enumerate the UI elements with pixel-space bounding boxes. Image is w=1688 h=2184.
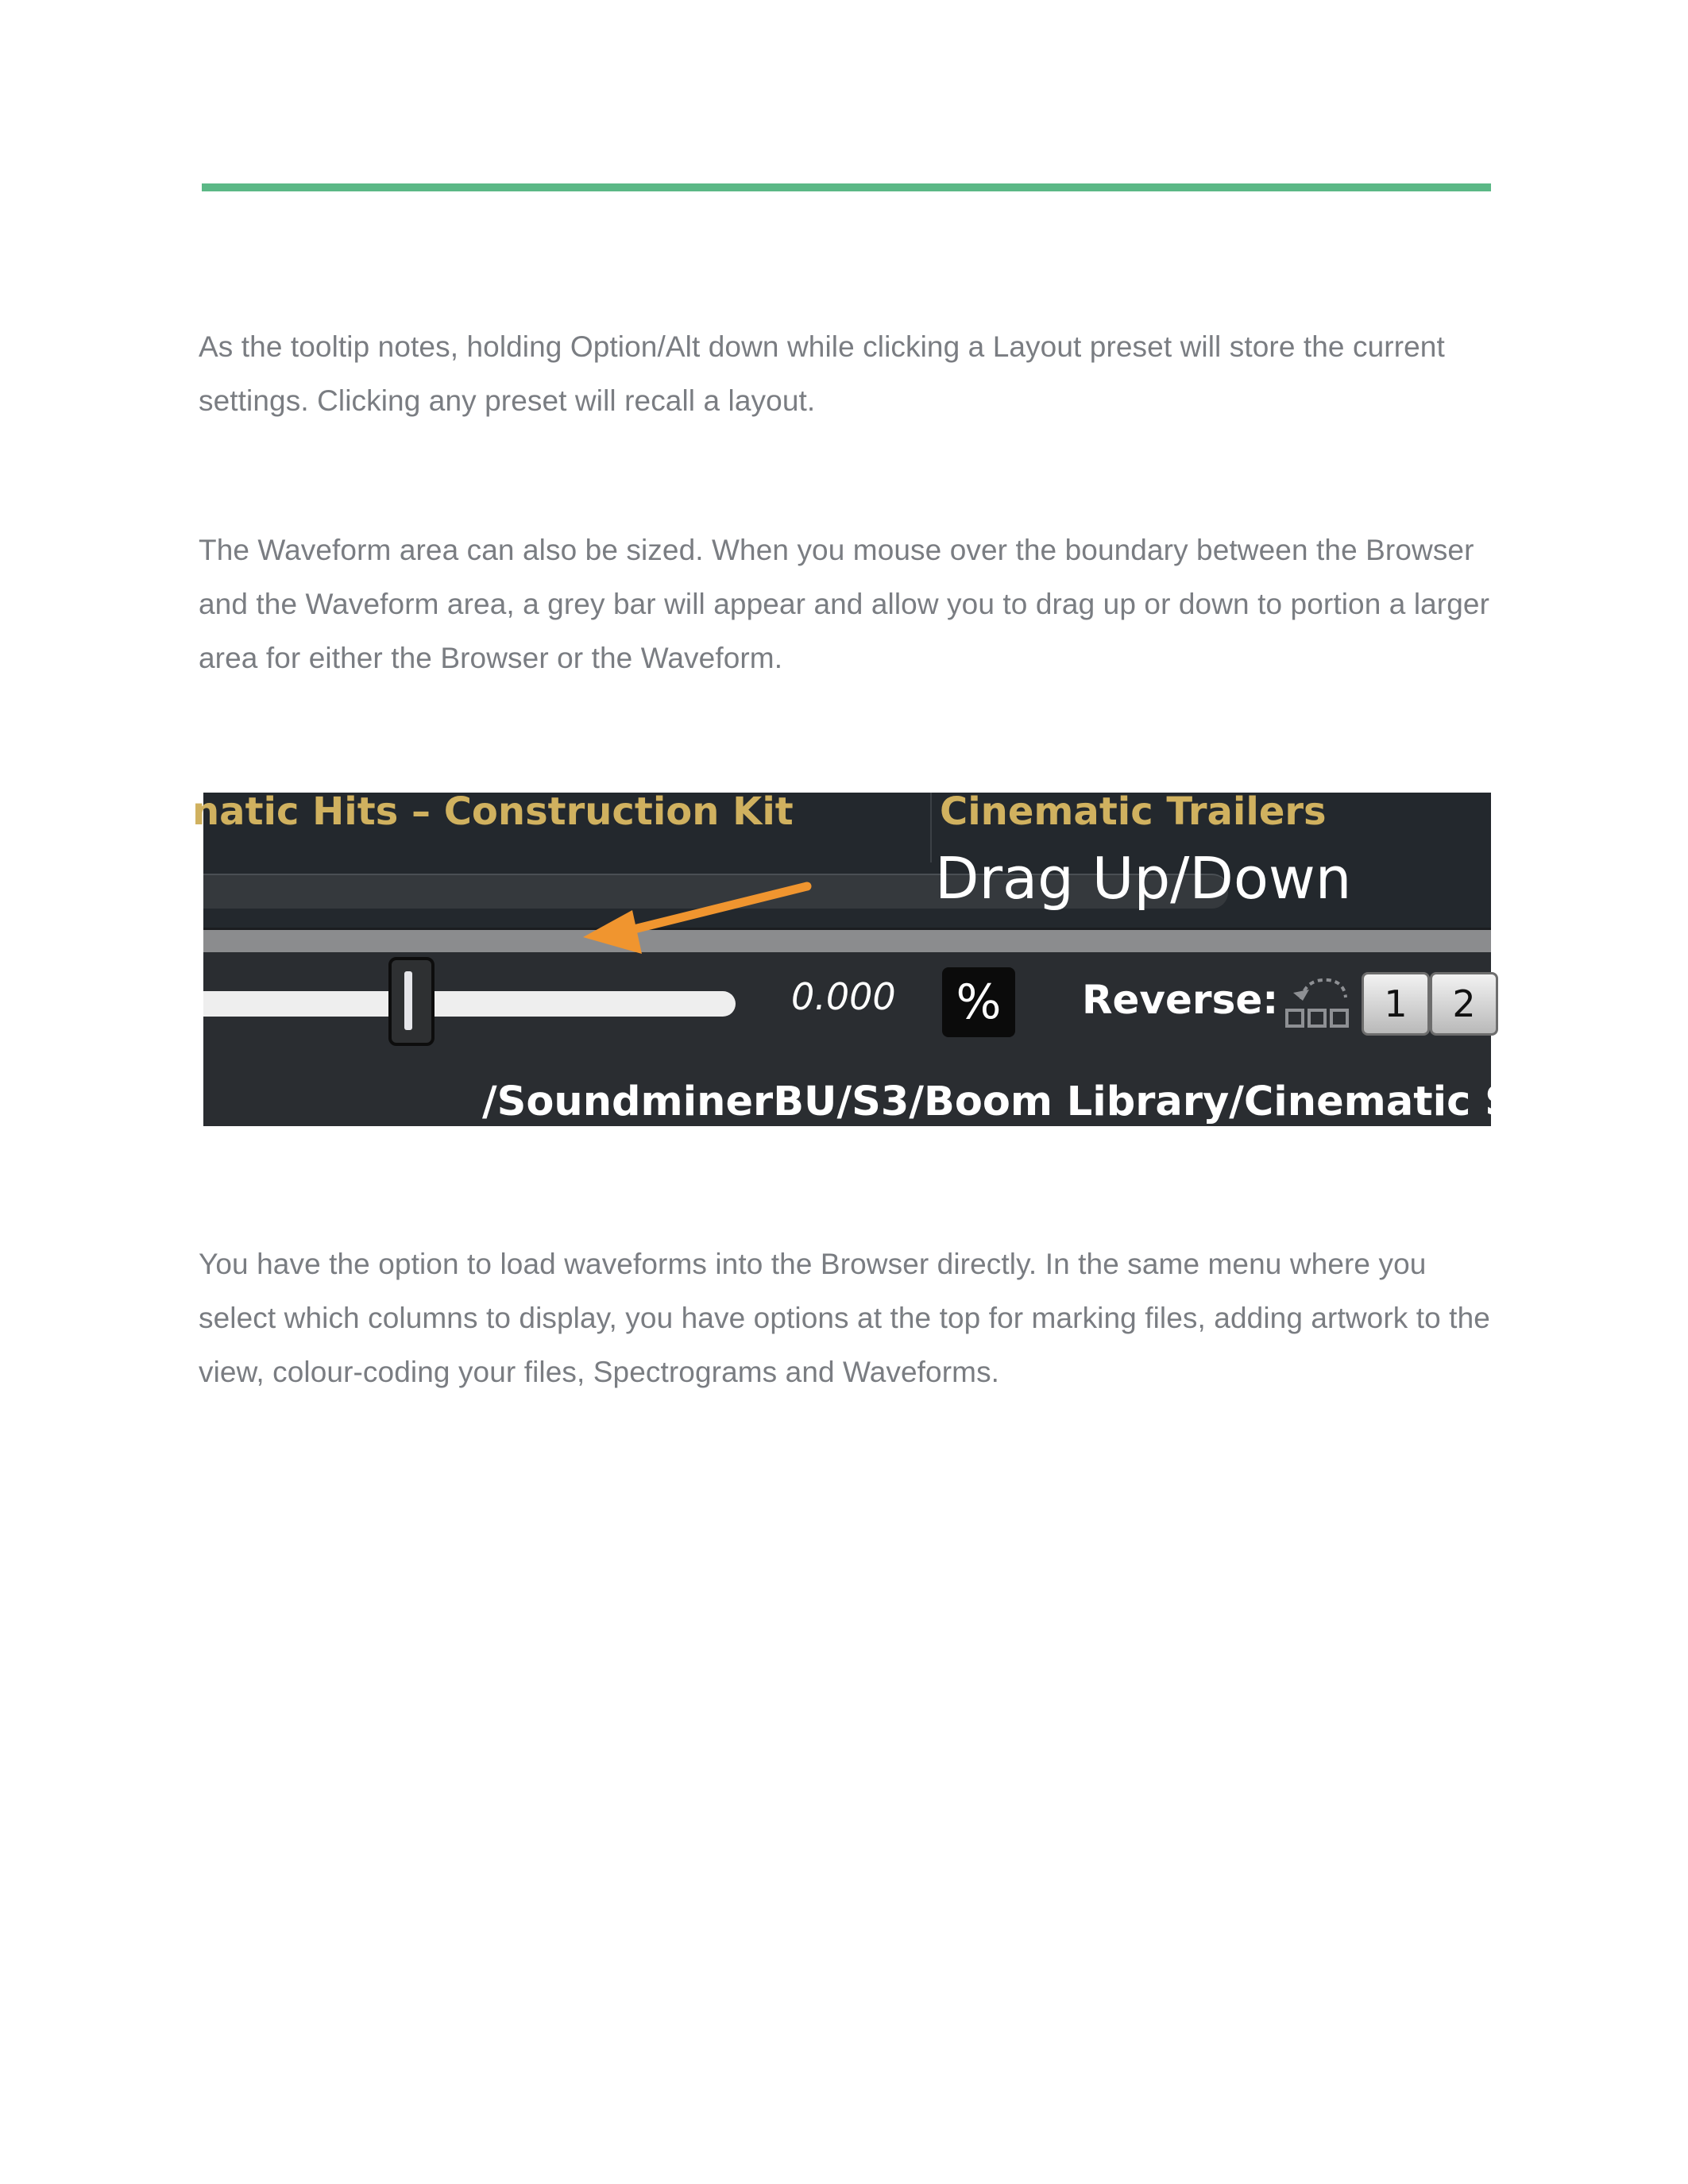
waveform-resize-screenshot	[192, 789, 1627, 1126]
percent-button[interactable]: %	[942, 967, 1015, 1037]
drag-up-down-label: Drag Up/Down	[935, 845, 1352, 912]
layout-button-2[interactable]: 2	[1430, 972, 1498, 1036]
top-divider	[202, 183, 1491, 191]
layout-button-1[interactable]: 1	[1362, 972, 1430, 1036]
reverse-label: Reverse:	[1082, 977, 1279, 1023]
paragraph-layout-presets: As the tooltip notes, holding Option/Alt down while clicking a Layout preset will store the current settings. Clicking any preset will recall a layout.	[199, 330, 1445, 417]
slider-value: 0.000	[791, 975, 896, 1018]
paragraph-waveforms-in-browser: You have the option to load waveforms into the Browser directly. In the same menu where you select which columns to display, you have options at the top for marking files, adding artwork to the view, colour-coding your files, Spectrograms and Waveforms.	[199, 1248, 1490, 1388]
column-title-right: Cinematic Trailers	[940, 789, 1327, 834]
column-title-left: natic Hits – Construction Kit	[192, 789, 794, 834]
paragraph-waveform-sizing: The Waveform area can also be sized. When you mouse over the boundary between the Browser and the Waveform area, a grey bar will appear and allow you to drag up or down to portion a larger area for either the Browser or the Waveform.	[199, 534, 1490, 674]
drag-arrow-icon	[203, 793, 1491, 1126]
file-path: /SoundminerBU/S3/Boom Library/Cinematic Series	[482, 1078, 1627, 1125]
